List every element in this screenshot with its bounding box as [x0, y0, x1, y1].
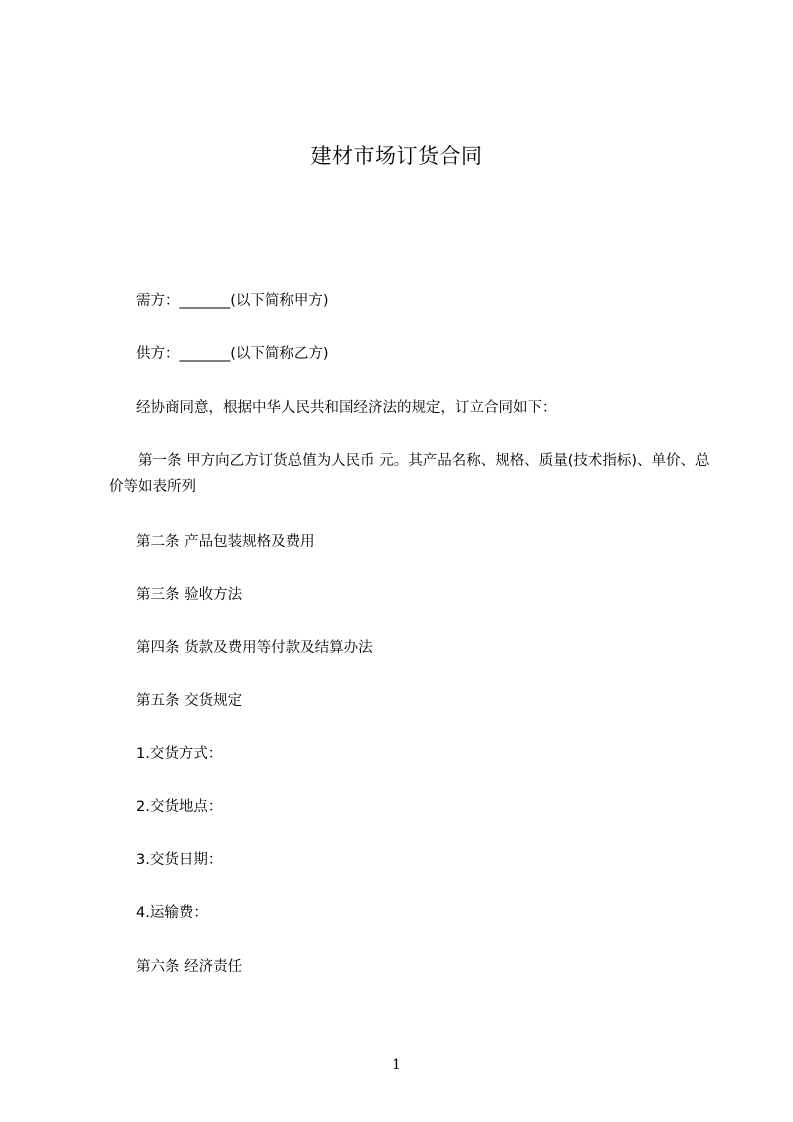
document-title: 建材市场订货合同: [310, 144, 483, 168]
article-1: 第一条 甲方向乙方订货总值为人民币 元。其产品名称、规格、质量(技术指标)、单价、总价等如表所列: [109, 453, 710, 495]
supplier-line: 供方：_______(以下简称乙方): [136, 346, 329, 362]
article-5: 第五条 交货规定: [136, 693, 243, 709]
intro-paragraph: 经协商同意，根据中华人民共和国经济法的规定，订立合同如下：: [136, 400, 557, 416]
article-6: 第六条 经济责任: [136, 959, 243, 975]
buyer-line: 需方：_______(以下简称甲方): [136, 293, 329, 309]
article-3: 第三条 验收方法: [136, 587, 243, 603]
delivery-place-item: 2.交货地点：: [136, 799, 223, 815]
delivery-date-item: 3.交货日期：: [136, 852, 223, 868]
delivery-method-item: 1.交货方式：: [136, 746, 223, 762]
transport-fee-item: 4.运输费：: [136, 905, 208, 921]
article-2: 第二条 产品包装规格及费用: [136, 534, 315, 550]
article-4: 第四条 货款及费用等付款及结算办法: [136, 640, 373, 656]
page-number: 1: [392, 1057, 401, 1073]
